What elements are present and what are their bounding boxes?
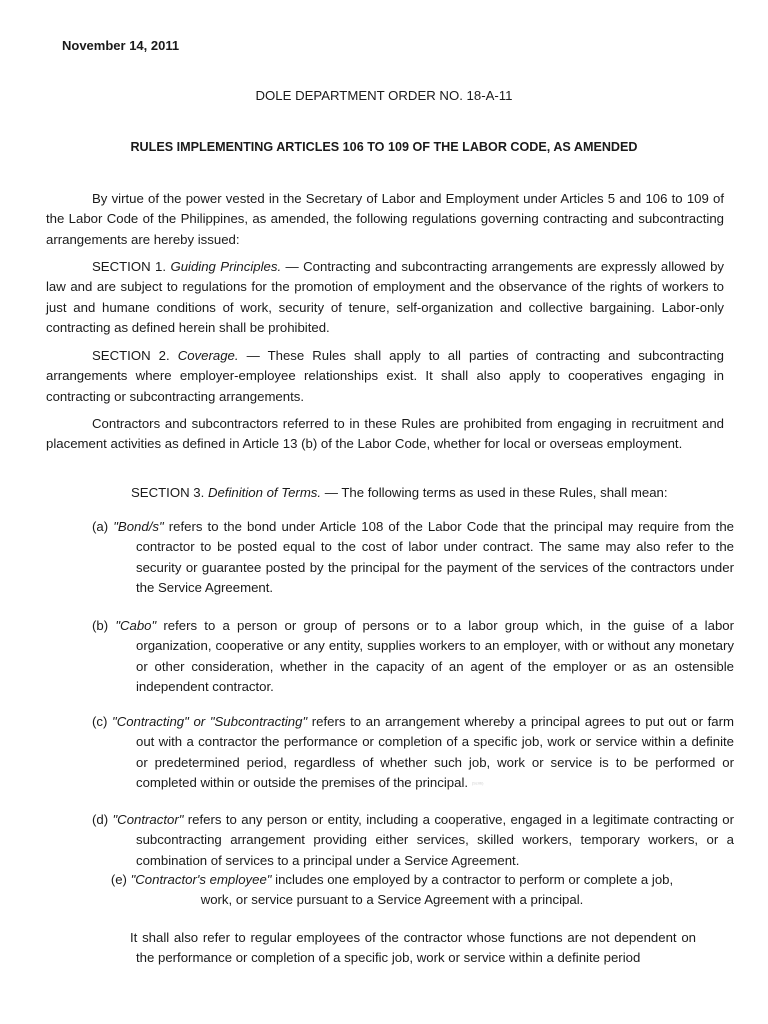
definition-a-text: refers to the bond under Article 108 of the Labor Code that the principal may require from the contractor to be posted equal to the cost of labor under contract. The same may also refer to the security or guarantee posted by the principal for the payment of the services of the contractors under the Service Agreement. [136,519,735,596]
contractor-employee-continuation: It shall also refer to regular employees of the contractor whose functions are not dependent on the performance or completion of a specific job, work or service within a definite period [130,930,696,966]
definition-c-label: (c) [92,714,113,729]
section-1-lead: SECTION 1. [92,259,171,274]
document-date: November 14, 2011 [62,38,180,53]
definition-b-label: (b) [92,618,116,633]
section-2-heading: Coverage. [177,348,239,363]
definition-e [96,870,688,911]
definition-c-text: refers to an arrangement whereby a principal agrees to put out or farm out with a contractor the performance or completion of a specific job, work or service within a definite or predetermined period, regardless of whether such job, work or service is to be performed or completed within or outside the premises of the principal. [136,714,734,791]
definition-d [92,810,734,871]
definition-a [92,517,734,599]
definition-d-label: (d) [92,812,113,827]
definition-b-text: refers to a person or group of persons or to a labor group which, in the guise of a labor organization, cooperative or any entity, supplies workers to an employer, with or without any monetary or other consideration, whether in the capacity of an agent of the employer or as an ostensible independent contractor. [136,618,735,695]
definition-c [92,712,734,794]
definition-a-label: (a) [92,519,114,534]
definition-d-term: "Contractor" [112,812,184,827]
section-2-paragraph [46,346,724,407]
section-1-paragraph [46,257,724,339]
intro-paragraph: By virtue of the power vested in the Secretary of Labor and Employment under Articles 5 and 106 to 109 of the Labor Code of the Philippines, as amended, the following regulations governing contracting and subcontracting arrangements are hereby issued: [46,191,724,247]
definition-b-term: "Cabo" [115,618,157,633]
section-3-heading: Definition of Terms. [207,485,322,500]
definition-e-text: includes one employed by a contractor to perform or complete a job, work, or service pursuant to a Service Agreement with a principal. [200,872,674,908]
definition-c-term: "Contracting" or "Subcontracting" [112,714,308,729]
definition-e-term: "Contractor's employee" [130,872,272,887]
definition-c-note: (Scrib) [471,780,484,786]
section-2-body: — These Rules shall apply to all parties of contracting and subcontracting arrangements where employer-employee relationships exist. It shall also apply to cooperatives engaging in contracting or subcontracting arrangements. [46,348,724,404]
definition-e-label: (e) [110,872,131,887]
section-1-heading: Guiding Principles. [170,259,282,274]
document-title: RULES IMPLEMENTING ARTICLES 106 TO 109 OF THE LABOR CODE, AS AMENDED [130,140,638,154]
department-order-number: DOLE DEPARTMENT ORDER NO. 18-A-11 [255,88,513,103]
section-3-paragraph [131,483,668,503]
contractors-paragraph: Contractors and subcontractors referred to in these Rules are prohibited from engaging in recruitment and placement activities as defined in Article 13 (b) of the Labor Code, whether for local or overseas employment. [46,416,724,452]
section-3-body: — The following terms as used in these Rules, shall mean: [321,485,668,500]
section-2-lead: SECTION 2. [92,348,178,363]
section-3-lead: SECTION 3. [131,485,208,500]
definition-b [92,616,734,698]
section-1-body: — Contracting and subcontracting arrangements are expressly allowed by law and are subject to regulations for the promotion of employment and the observance of the rights of workers to just and humane conditions of work, security of tenure, self-organization and collective bargaining. Labor-only contracting as defined herein shall be prohibited. [46,259,724,336]
definition-d-text: refers to any person or entity, including a cooperative, engaged in a legitimate contracting or subcontracting arrangement providing either services, skilled workers, temporary workers, or a combination of services to a principal under a Service Agreement. [136,812,734,868]
definition-a-term: "Bond/s" [113,519,164,534]
